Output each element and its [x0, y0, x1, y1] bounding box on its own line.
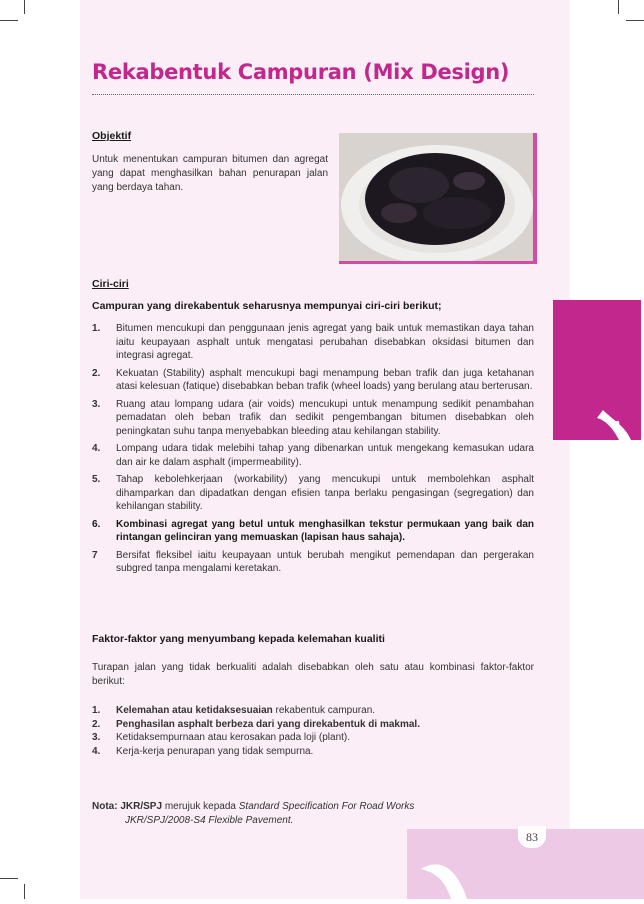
faktor-item-bold: Penghasilan asphalt berbeza dari yang direkabentuk di makmal.: [116, 718, 420, 730]
crop-mark: [626, 20, 644, 21]
ciri-item-text: Kombinasi agregat yang betul untuk menghasilkan tekstur permukaan yang baik dan rintangan gelinciran yang memuaskan (lapisan haus sahaja).: [116, 518, 534, 543]
faktor-item-text: Ketidaksempurnaan atau kerosakan pada loji (plant).: [116, 732, 351, 743]
ciri-item-number: 5.: [92, 474, 101, 485]
ciri-item-number: 6.: [92, 518, 101, 530]
nota-label: Nota:: [92, 801, 118, 812]
ciri-list: [92, 322, 534, 580]
faktor-item-text: rekabentuk campuran.: [272, 705, 376, 716]
ciri-item-text: Ruang atau lompang udara (air voids) mencukupi untuk menampung sedikit penambahan pemadatan oleh beban trafik dan sedikit pengembangan bitumen disebabkan oleh peningkatan suhu tanpa menyebabkan bleeding atau kehilangan stability.: [116, 398, 534, 437]
section-tab: [553, 300, 641, 440]
ciri-item: [92, 322, 534, 363]
ciri-item-number: 4.: [92, 443, 101, 454]
faktor-list: [92, 704, 534, 758]
ciri-subheading: Campuran yang direkabentuk seharusnya mempunyai ciri-ciri berikut;: [92, 300, 442, 312]
objektif-heading: Objektif: [92, 130, 132, 142]
ciri-item: [92, 442, 534, 469]
crop-mark: [24, 0, 25, 14]
page-number: 83: [518, 826, 546, 848]
ciri-item: [92, 473, 534, 514]
faktor-item-number: 3.: [92, 732, 101, 743]
ciri-item-text: Kekuatan (Stability) asphalt mencukupi bagi menampung beban trafik dan juga ketahanan atasi kelesuan (fatique) disebabkan beban trafik (wheel loads) yang berulang atau berterusan.: [116, 367, 534, 392]
faktor-item-text: Kerja-kerja penurapan yang tidak sempurna.: [116, 745, 314, 757]
faktor-text: Turapan jalan yang tidak berkualiti adalah disebabkan oleh satu atau kombinasi faktor-faktor berikut:: [92, 662, 534, 687]
nota-text: merujuk kepada: [164, 801, 236, 812]
faktor-item: [92, 718, 534, 732]
ciri-item-text: Bersifat fleksibel iaitu keupayaan untuk berubah mengikut pemendapan dan pergerakan subgred tanpa mengalami keretakan.: [116, 549, 534, 574]
ciri-item-text: Tahap kebolehkerjaan (workability) yang mencukupi untuk membolehkan asphalt dihamparkan dan dipadatkan dengan efisien tanpa berlaku pengasingan (segregation) dan kehilangan stability.: [116, 474, 534, 512]
nota: [92, 800, 414, 828]
faktor-item-number: 1.: [92, 705, 101, 716]
ciri-item-number: 1.: [92, 323, 101, 334]
crop-mark: [24, 884, 25, 899]
nota-ref: JKR/SPJ: [120, 801, 163, 812]
page-title: Rekabentuk Campuran (Mix Design): [92, 60, 510, 84]
nota-spec: Standard Specification For Road Works: [238, 801, 415, 812]
faktor-item: [92, 704, 534, 718]
swoosh-icon: [553, 300, 641, 440]
faktor-heading: Faktor-faktor yang menyumbang kepada kelemahan kualiti: [92, 633, 385, 645]
faktor-item-bold: Kelemahan atau ketidaksesuaian: [116, 705, 273, 716]
ciri-item-text: Bitumen mencukupi dan penggunaan jenis agregat yang baik untuk memastikan daya tahan iaitu keupayaan asphalt untuk mengatasi perubahan disebabkan oksidasi bitumen dan integrasi agregat.: [116, 323, 534, 361]
ciri-item-number: 3.: [92, 398, 101, 410]
ciri-item-number: 7: [92, 549, 98, 561]
faktor-item-number: 2.: [92, 718, 101, 730]
ciri-heading: Ciri-ciri: [92, 278, 129, 290]
ciri-item: [92, 549, 534, 576]
faktor-item-number: 4.: [92, 745, 101, 757]
ciri-item-text: Lompang udara tidak melebihi tahap yang dibenarkan untuk mengekang kemasukan udara dan air ke dalam asphalt (impermeability).: [116, 443, 534, 468]
nota-spec-2: JKR/SPJ/2008-S4 Flexible Pavement.: [125, 815, 294, 826]
ciri-item: [92, 367, 534, 394]
title-divider: [92, 94, 534, 95]
faktor-item: [92, 731, 534, 745]
asphalt-photo: [339, 133, 537, 264]
ciri-item: [92, 518, 534, 545]
faktor-item: [92, 745, 534, 759]
crop-mark: [0, 20, 18, 21]
objektif-text: Untuk menentukan campuran bitumen dan agregat yang dapat menghasilkan bahan penurapan jalan yang berdaya tahan.: [92, 154, 328, 193]
crop-mark: [618, 0, 619, 14]
crop-mark: [0, 878, 18, 879]
asphalt-plate-image: [339, 133, 533, 261]
ciri-item: [92, 398, 534, 439]
ciri-item-number: 2.: [92, 367, 101, 379]
